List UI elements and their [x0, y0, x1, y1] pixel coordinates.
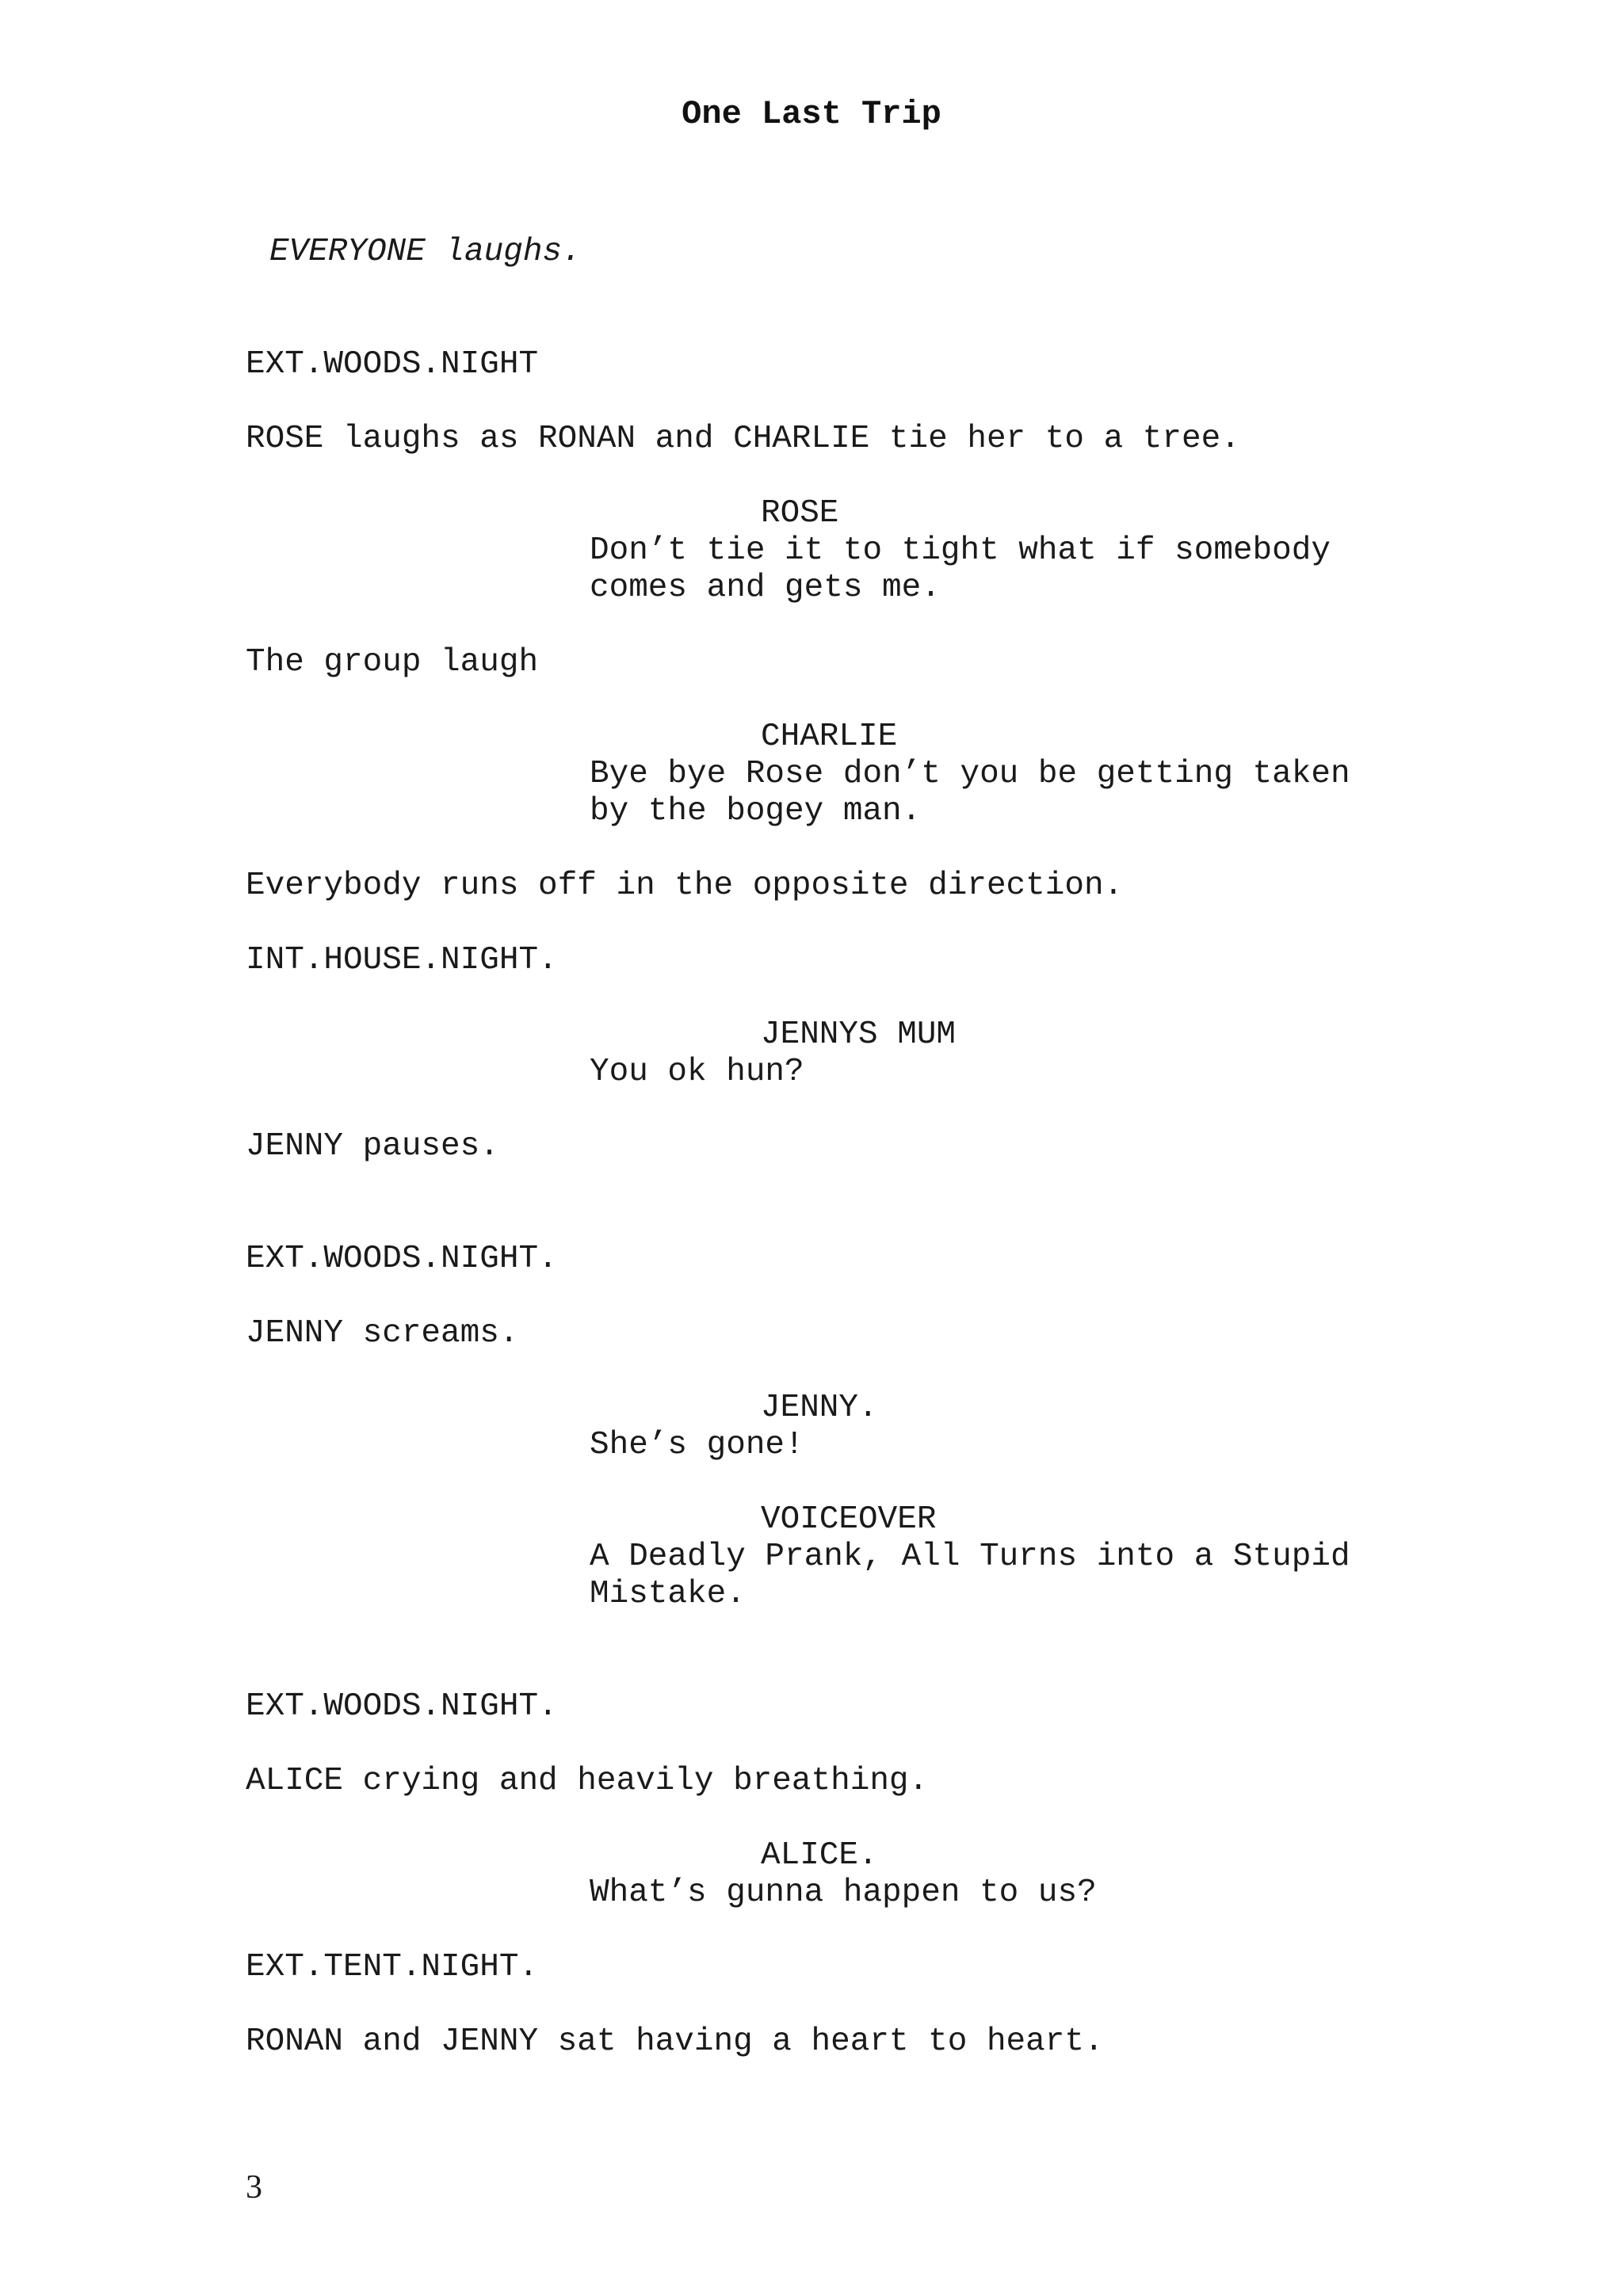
character-name: CHARLIE — [761, 719, 898, 755]
character-name: JENNY. — [761, 1390, 878, 1426]
scene-heading: EXT.WOODS.NIGHT. — [246, 1688, 558, 1725]
action-line: ROSE laughs as RONAN and CHARLIE tie her to a tree. — [246, 421, 1240, 457]
character-name: ROSE — [761, 495, 839, 532]
page-title: One Last Trip — [682, 95, 941, 133]
dialogue-line: A Deadly Prank, All Turns into a Stupid — [590, 1539, 1350, 1575]
dialogue-line: Don’t tie it to tight what if somebody — [590, 532, 1331, 569]
character-name: ALICE. — [761, 1837, 878, 1874]
dialogue-line: comes and gets me. — [590, 570, 941, 606]
scene-heading: EXT.WOODS.NIGHT. — [246, 1241, 558, 1277]
action-line: Everybody runs off in the opposite direction. — [246, 868, 1124, 904]
action-line: EVERYONE laughs. — [269, 234, 582, 270]
action-line: The group laugh — [246, 644, 539, 681]
page-number: 3 — [246, 2169, 262, 2206]
action-line: RONAN and JENNY sat having a heart to heart. — [246, 2023, 1104, 2060]
action-line: ALICE crying and heavily breathing. — [246, 1763, 929, 1799]
dialogue-line: Bye bye Rose don’t you be getting taken — [590, 756, 1350, 792]
dialogue-line: You ok hun? — [590, 1054, 804, 1090]
scene-heading: INT.HOUSE.NIGHT. — [246, 942, 558, 978]
dialogue-line: Mistake. — [590, 1576, 746, 1612]
dialogue-line: What’s gunna happen to us? — [590, 1875, 1097, 1911]
character-name: JENNYS MUM — [761, 1016, 957, 1053]
character-name: VOICEOVER — [761, 1501, 937, 1538]
scene-heading: EXT.TENT.NIGHT. — [246, 1949, 539, 1985]
scene-heading: EXT.WOODS.NIGHT — [246, 346, 539, 383]
action-line: JENNY pauses. — [246, 1128, 499, 1165]
dialogue-line: She’s gone! — [590, 1427, 804, 1463]
dialogue-line: by the bogey man. — [590, 793, 922, 830]
action-line: JENNY screams. — [246, 1315, 519, 1352]
